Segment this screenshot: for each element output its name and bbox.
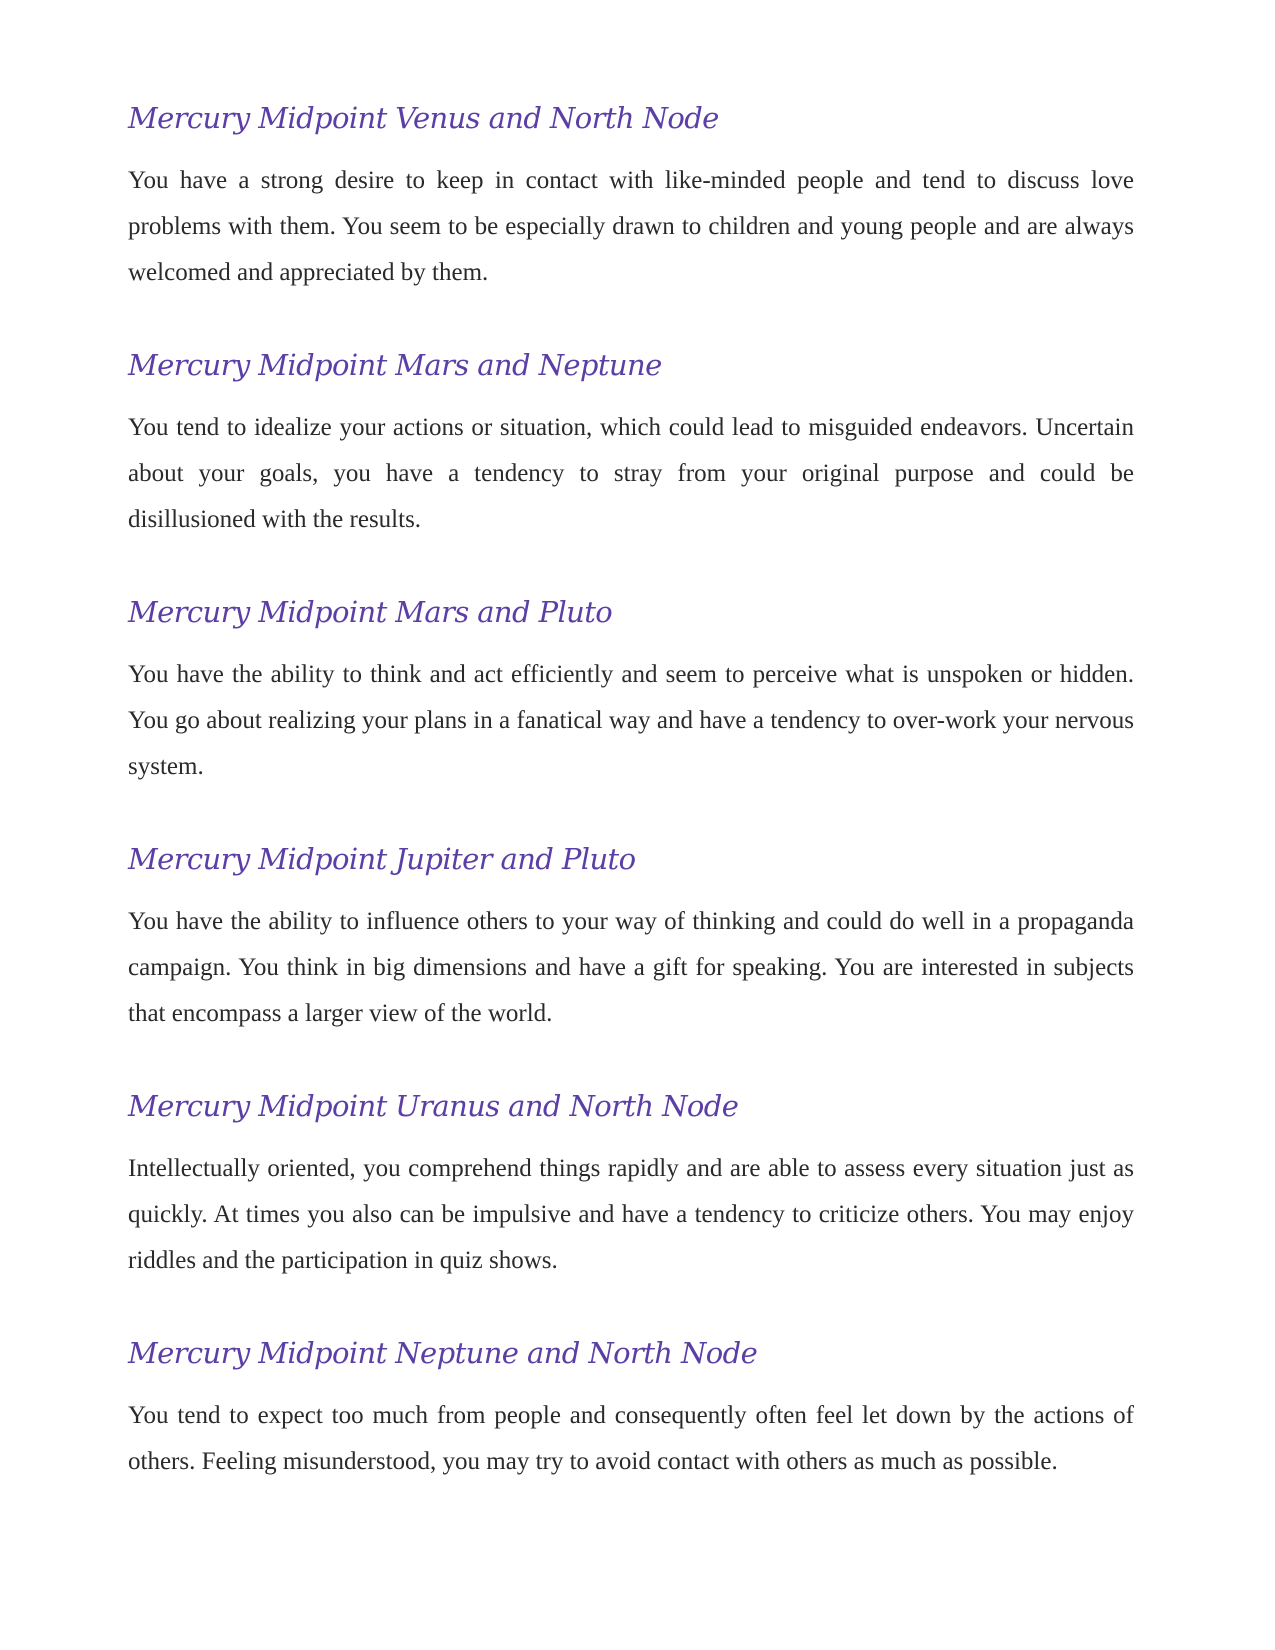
- section-uranus-north-node: [128, 1086, 1134, 1284]
- section-paragraph: You tend to idealize your actions or situation, which could lead to misguided endeavors. Uncertain about your goals, you have a tendency to stray from your original purpose and could be disillusioned with the results.: [128, 414, 1134, 533]
- section-heading: Mercury Midpoint Jupiter and Pluto: [128, 842, 636, 876]
- section-venus-north-node: [128, 98, 1134, 296]
- section-paragraph: You have the ability to influence others to your way of thinking and could do well in a propaganda campaign. You think in big dimensions and have a gift for speaking. You are interested in subjects that encompass a larger view of the world.: [128, 908, 1134, 1027]
- section-jupiter-pluto: [128, 839, 1134, 1037]
- section-heading: Mercury Midpoint Neptune and North Node: [128, 1336, 758, 1370]
- section-heading: Mercury Midpoint Mars and Pluto: [128, 595, 613, 629]
- section-paragraph: You tend to expect too much from people and consequently often feel let down by the actions of others. Feeling misunderstood, you may try to avoid contact with others as much as possible.: [128, 1402, 1134, 1475]
- section-mars-pluto: [128, 592, 1134, 790]
- section-paragraph: You have a strong desire to keep in contact with like-minded people and tend to discuss love problems with them. You seem to be especially drawn to children and young people and are always welcomed and appreciated by them.: [128, 167, 1134, 286]
- section-heading: Mercury Midpoint Uranus and North Node: [128, 1089, 739, 1123]
- section-heading: Mercury Midpoint Mars and Neptune: [128, 348, 662, 382]
- section-mars-neptune: [128, 345, 1134, 543]
- section-paragraph: You have the ability to think and act efficiently and seem to perceive what is unspoken or hidden. You go about realizing your plans in a fanatical way and have a tendency to over-work your nervous system.: [128, 661, 1134, 780]
- document-page: [128, 98, 1134, 1534]
- section-heading: Mercury Midpoint Venus and North Node: [128, 101, 719, 135]
- section-neptune-north-node: [128, 1333, 1134, 1485]
- section-paragraph: Intellectually oriented, you comprehend things rapidly and are able to assess every situation just as quickly. At times you also can be impulsive and have a tendency to criticize others. You may enjoy riddles and the participation in quiz shows.: [128, 1155, 1134, 1274]
